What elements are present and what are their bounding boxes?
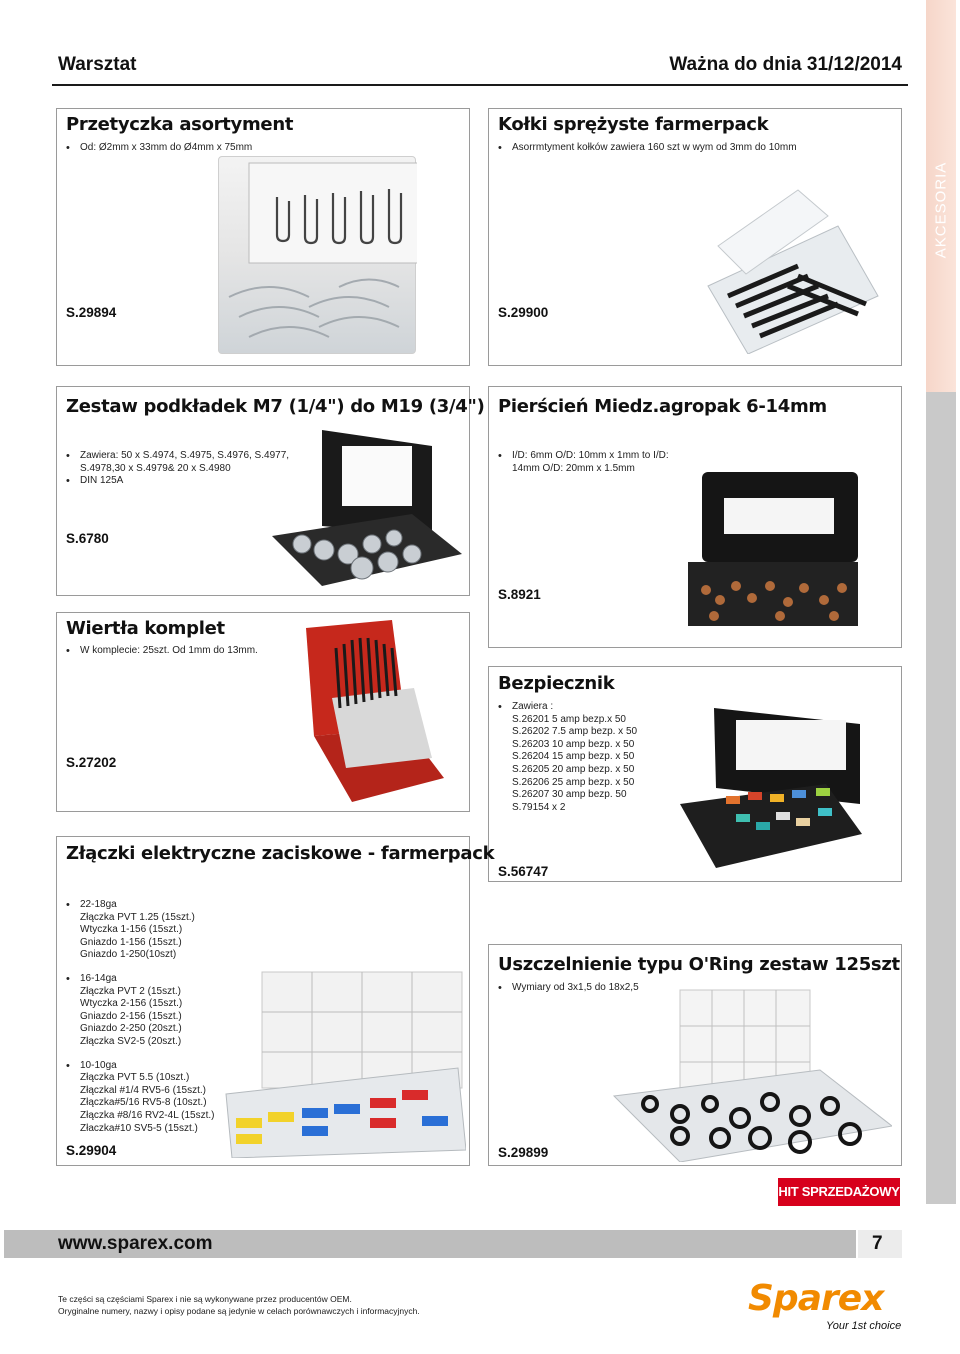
validity-date: Ważna do dnia 31/12/2014 xyxy=(669,54,902,75)
bullet-item: Gniazdo 2-250 (20szt.) xyxy=(80,1023,182,1035)
product-title: Zestaw podkładek M7 (1/4") do M19 (3/4") xyxy=(66,396,485,417)
product-code: S.29899 xyxy=(498,1145,549,1160)
bullet-item: • Zawiera : xyxy=(498,701,637,714)
cotter-pin-drawing xyxy=(219,157,417,355)
product-code: S.29894 xyxy=(66,305,117,320)
bullet-item: Złaczka#10 SV5-5 (15szt.) xyxy=(80,1122,198,1134)
product-code: S.29900 xyxy=(498,305,549,320)
product-title: Złączki elektryczne zaciskowe - farmerpack xyxy=(66,843,495,864)
bullet-item: Złączka PVT 5.5 (10szt.) xyxy=(80,1072,190,1084)
disclaimer-line-1: Te części są częściami Sparex i nie są wykonywane przez producentów OEM. xyxy=(58,1294,352,1304)
product-code: S.6780 xyxy=(66,531,109,546)
bullet-item: • Od: Ø2mm x 33mm do Ø4mm x 75mm xyxy=(66,142,252,155)
crimp-terminal-drawing xyxy=(222,968,466,1158)
bullet-item: • W komplecie: 25szt. Od 1mm do 13mm. xyxy=(66,645,258,658)
bullet-item: • I/D: 6mm O/D: 10mm x 1mm to I/D: xyxy=(498,450,669,463)
bullet-item: S.26202 7.5 amp bezp. x 50 xyxy=(512,726,638,738)
product-code: S.27202 xyxy=(66,755,117,770)
bullet-item: Złączka#5/16 RV5-8 (10szt.) xyxy=(80,1097,207,1109)
bullet-item: Gniazdo 1-156 (15szt.) xyxy=(80,936,182,948)
bullet-item: Złączka PVT 1.25 (15szt.) xyxy=(80,911,195,923)
bullet-item: S.26207 30 amp bezp. 50 xyxy=(512,789,627,801)
bullet-item: Gniazdo 1-250(10szt) xyxy=(80,949,177,961)
product-code: S.56747 xyxy=(498,864,549,879)
copper-washer-agropak-image xyxy=(684,470,862,632)
bullet-item: S.4978,30 x S.4979& 20 x S.4980 xyxy=(80,462,231,474)
page-number: 7 xyxy=(872,1233,883,1254)
bullet-item: Wtyczka 1-156 (15szt.) xyxy=(80,924,183,936)
bullet-item: • Zawiera: 50 x S.4974, S.4975, S.4976, S.4977, xyxy=(66,450,289,463)
product-bullets xyxy=(498,701,637,814)
copper-washer-drawing xyxy=(684,470,862,632)
bullet-item: Wtyczka 2-156 (15szt.) xyxy=(80,998,183,1010)
product-code: S.29904 xyxy=(66,1143,117,1158)
bullet-item: Gniazdo 2-156 (15szt.) xyxy=(80,1010,182,1022)
bullet-item: • Asorrmtyment kołków zawiera 160 szt w wym od 3mm do 10mm xyxy=(498,142,797,155)
spring-pin-drawing xyxy=(688,186,884,354)
bullet-item: S.26206 25 amp bezp. x 50 xyxy=(512,776,635,788)
product-title-frame-p5 xyxy=(56,612,470,614)
bullet-item: S.26201 5 amp bezp.x 50 xyxy=(512,713,626,725)
bullet-item: Złączka SV2-5 (20szt.) xyxy=(80,1035,182,1047)
disclaimer-line-2: Oryginalne numery, nazwy i opisy podane są jedynie w celach porównawczych i informacyjnych. xyxy=(58,1306,420,1316)
cotter-pin-assortment-image xyxy=(218,156,416,354)
bullet-item: Złączka PVT 2 (15szt.) xyxy=(80,985,181,997)
bullet-item: 14mm O/D: 20mm x 1.5mm xyxy=(512,462,635,474)
washer-kit-image xyxy=(262,426,462,594)
product-title: Wiertła komplet xyxy=(66,618,225,639)
product-bullets xyxy=(66,450,289,488)
sparex-logo: Sparex xyxy=(748,1278,884,1319)
side-category-label: AKCESORIA xyxy=(932,161,950,259)
product-code: S.8921 xyxy=(498,587,541,602)
product-title: Kołki sprężyste farmerpack xyxy=(498,114,769,135)
crimp-terminal-kit-image xyxy=(222,968,466,1158)
product-bullets xyxy=(66,899,215,1135)
product-title: Uszczelnienie typu O'Ring zestaw 125szt xyxy=(498,954,900,975)
footer-website-link[interactable]: www.sparex.com xyxy=(58,1233,213,1254)
fuse-assortment-image xyxy=(676,704,862,870)
drill-bit-set-image xyxy=(302,618,448,804)
section-title: Warsztat xyxy=(58,54,137,75)
product-title: Przetyczka asortyment xyxy=(66,114,294,135)
bullet-item: Złączkal #1/4 RV5-6 (15szt.) xyxy=(80,1084,206,1096)
header-divider xyxy=(52,84,908,86)
bullet-item: • Wymiary od 3x1,5 do 18x2,5 xyxy=(498,982,639,995)
bullet-item: • 22-18ga xyxy=(66,899,215,912)
fuse-assortment-drawing xyxy=(676,704,862,870)
product-bullets xyxy=(66,142,252,155)
bullet-item: S.26205 20 amp bezp. x 50 xyxy=(512,763,635,775)
product-title: Bezpiecznik xyxy=(498,673,615,694)
spring-pin-farmerpack-image xyxy=(688,186,884,354)
o-ring-kit-image xyxy=(610,986,892,1162)
product-bullets xyxy=(498,450,669,475)
bullet-item: Złączka #8/16 RV2-4L (15szt.) xyxy=(80,1109,215,1121)
bullet-item: S.26203 10 amp bezp. x 50 xyxy=(512,738,635,750)
bestseller-badge: HIT SPRZEDAŻOWY xyxy=(778,1178,900,1206)
product-bullets xyxy=(66,645,258,658)
bullet-item: S.79154 x 2 xyxy=(512,801,566,813)
product-title: Pierścień Miedz.agropak 6-14mm xyxy=(498,396,827,417)
logo-tagline: Your 1st choice xyxy=(826,1320,902,1332)
product-bullets xyxy=(498,142,797,155)
drill-bit-drawing xyxy=(302,618,448,804)
o-ring-kit-drawing xyxy=(610,986,892,1162)
bullet-item: • 10-10ga xyxy=(66,1060,215,1073)
bullet-item: • DIN 125A xyxy=(66,475,289,488)
bullet-item: • 16-14ga xyxy=(66,973,215,986)
bullet-item: S.26204 15 amp bezp. x 50 xyxy=(512,751,635,763)
side-gray-strip xyxy=(926,392,956,1204)
washer-kit-drawing xyxy=(262,426,462,594)
